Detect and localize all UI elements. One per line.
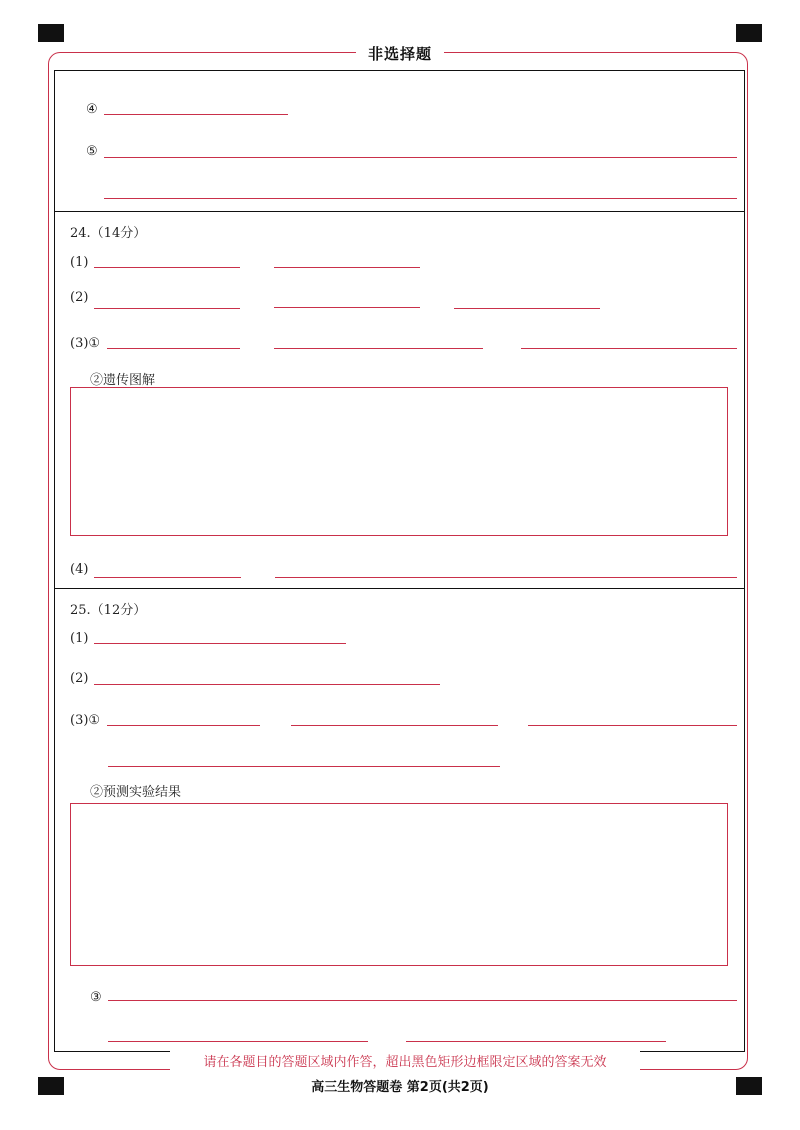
q25-part-3-answer-line-b[interactable] bbox=[291, 725, 498, 726]
q25-part-1-label: (1) bbox=[70, 631, 89, 646]
q24-part-4-answer-line-a[interactable] bbox=[94, 577, 241, 578]
q25-part-3-answer-line-d[interactable] bbox=[108, 766, 500, 767]
registration-mark-top-right bbox=[736, 24, 762, 42]
q25-part-3-3-answer-line-a[interactable] bbox=[108, 1000, 737, 1001]
q25-title: 25.（12分） bbox=[70, 603, 147, 618]
q24-title: 24.（14分） bbox=[70, 226, 147, 241]
q24-genetic-diagram-box[interactable] bbox=[70, 387, 728, 536]
q25-predicted-results-box[interactable] bbox=[70, 803, 728, 966]
q25-part-1-answer-line[interactable] bbox=[94, 643, 346, 644]
q25-part-2-label: (2) bbox=[70, 671, 89, 686]
registration-mark-bottom-right bbox=[736, 1077, 762, 1095]
question-divider-25 bbox=[54, 588, 745, 589]
registration-mark-bottom-left bbox=[38, 1077, 64, 1095]
q24-part-4-label: (4) bbox=[70, 562, 89, 577]
q24-part-1-answer-line-b[interactable] bbox=[274, 267, 420, 268]
q24-diagram-label: ②遗传图解 bbox=[90, 373, 156, 388]
q24-part-2-answer-line-a[interactable] bbox=[94, 308, 240, 309]
q23-item-4-label: ④ bbox=[86, 102, 98, 117]
q24-part-1-answer-line-a[interactable] bbox=[94, 267, 240, 268]
q25-part-2-answer-line[interactable] bbox=[94, 684, 440, 685]
question-divider-24 bbox=[54, 211, 745, 212]
q24-part-3-answer-line-a[interactable] bbox=[107, 348, 240, 349]
q24-part-3-answer-line-b[interactable] bbox=[274, 348, 483, 349]
q25-part-3-label: (3)① bbox=[70, 713, 101, 728]
q23-item-5-answer-line[interactable] bbox=[104, 157, 737, 158]
q24-part-1-label: (1) bbox=[70, 255, 89, 270]
q23-item-4-answer-line[interactable] bbox=[104, 114, 288, 115]
q24-part-2-answer-line-c[interactable] bbox=[454, 308, 600, 309]
section-heading: 非选择题 bbox=[356, 43, 444, 64]
answer-area-warning: 请在各题目的答题区域内作答，超出黑色矩形边框限定区域的答案无效 bbox=[170, 1051, 640, 1070]
q25-part-3-answer-line-c[interactable] bbox=[528, 725, 737, 726]
page-footer: 高三生物答题卷 第2页(共2页) bbox=[311, 1080, 489, 1095]
q25-part-3-3-answer-line-b[interactable] bbox=[108, 1041, 368, 1042]
q23-item-5-label: ⑤ bbox=[86, 144, 98, 159]
q25-part-3-3-answer-line-c[interactable] bbox=[406, 1041, 666, 1042]
q23-item-5-answer-line-2[interactable] bbox=[104, 198, 737, 199]
q24-part-3-answer-line-c[interactable] bbox=[521, 348, 737, 349]
q25-part-3-answer-line-a[interactable] bbox=[107, 725, 260, 726]
q24-part-3-label: (3)① bbox=[70, 336, 101, 351]
q24-part-4-answer-line-b[interactable] bbox=[275, 577, 737, 578]
q24-part-2-label: (2) bbox=[70, 290, 89, 305]
q24-part-2-answer-line-b[interactable] bbox=[274, 307, 420, 308]
q25-results-label: ②预测实验结果 bbox=[90, 785, 182, 800]
registration-mark-top-left bbox=[38, 24, 64, 42]
q25-part-3-3-label: ③ bbox=[90, 990, 102, 1005]
